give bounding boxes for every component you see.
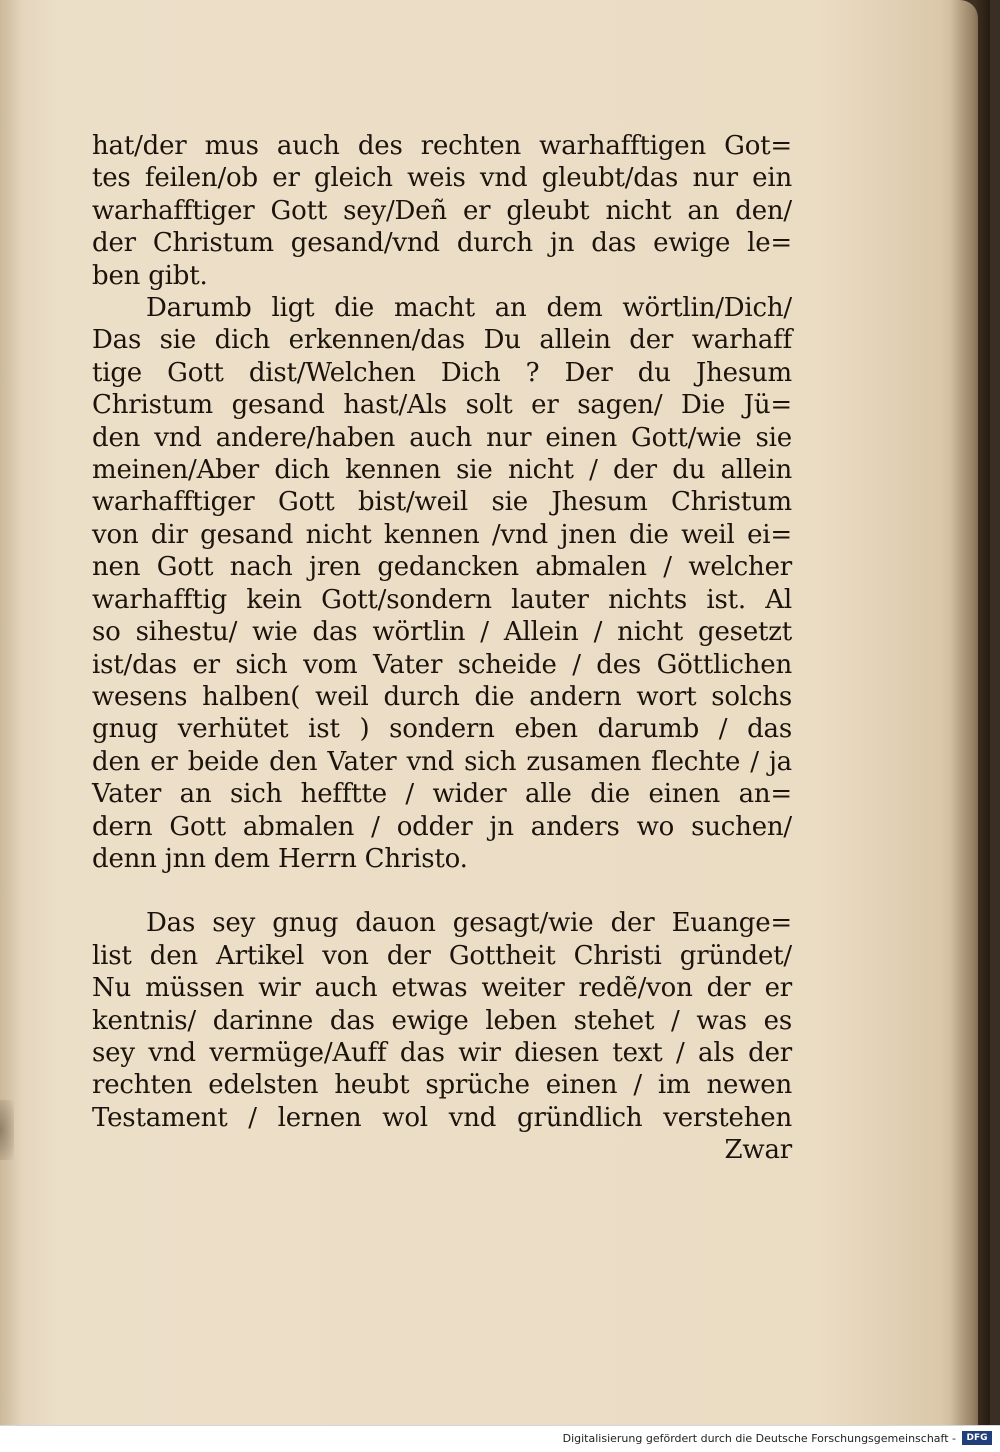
- text-line: list den Artikel von der Gottheit Christi gründet/: [92, 940, 792, 971]
- footer-credit: Digitalisierung gefördert durch die Deutsche Forschungsgemeinschaft -: [562, 1432, 956, 1445]
- footer-bar: [0, 1425, 1000, 1452]
- text-line: ist/das er sich vom Vater scheide / des Göttlichen: [92, 649, 792, 680]
- text-line: denn jnn dem Herrn Christo.: [92, 843, 468, 874]
- text-line: der Christum gesand/vnd durch jn das ewige le=: [92, 228, 792, 259]
- text-line: von dir gesand nicht kennen /vnd jnen die weil ei=: [92, 519, 792, 550]
- text-line: wesens halben( weil durch die andern wort solchs: [92, 681, 792, 712]
- text-line: warhafftig kein Gott/sondern lauter nichts ist. Al: [92, 584, 792, 615]
- text-line: nen Gott nach jren gedancken abmalen / welcher: [92, 552, 792, 583]
- text-line: Testament / lernen wol vnd gründlich verstehen: [92, 1102, 792, 1133]
- page-edge-shadow: [950, 0, 990, 1425]
- text-line: den er beide den Vater vnd sich zusamen flechte / ja: [92, 746, 792, 777]
- text-line: hat/der mus auch des rechten warhafftigen Got=: [92, 131, 792, 161]
- text-line: so sihestu/ wie das wörtlin / Allein / nicht gesetzt: [92, 617, 792, 648]
- text-line: kentnis/ darinne das ewige leben stehet / was es: [92, 1005, 792, 1036]
- text-line: Das sie dich erkennen/das Du allein der warhaff: [92, 325, 792, 356]
- text-line: meinen/Aber dich kennen sie nicht / der du allein: [92, 455, 792, 486]
- text-line: ben gibt.: [92, 260, 208, 291]
- text-line: sey vnd vermüge/Auff das wir diesen text / als der: [92, 1037, 792, 1068]
- page-stain: [0, 1100, 14, 1160]
- text-line: tes feilen/ob er gleich weis vnd gleubt/das nur ein: [92, 163, 792, 194]
- paragraph-1: [92, 130, 792, 292]
- dfg-logo-icon: DFG: [962, 1431, 992, 1445]
- text-line: rechten edelsten heubt sprüche einen / im newen: [92, 1070, 792, 1101]
- text-line: warhafftiger Gott bist/weil sie Jhesum Christum: [92, 487, 792, 518]
- text-line: warhafftiger Gott sey/Deñ er gleubt nicht an den/: [92, 195, 792, 226]
- text-line: den vnd andere/haben auch nur einen Gott/wie sie: [92, 422, 792, 453]
- paragraph-gap: [92, 875, 792, 907]
- text-line: gnug verhütet ist ) sondern eben darumb / das: [92, 714, 792, 745]
- text-line: Vater an sich hefftte / wider alle die einen an=: [92, 779, 792, 810]
- text-line: Darumb ligt die macht an dem wörtlin/Dich/: [146, 293, 792, 324]
- text-line: tige Gott dist/Welchen Dich ? Der du Jhesum: [92, 357, 792, 388]
- catchword: Zwar: [724, 1135, 792, 1166]
- text-line: Christum gesand hast/Als solt er sagen/ Die Jü=: [92, 390, 792, 421]
- text-line: dern Gott abmalen / odder jn anders wo suchen/: [92, 811, 792, 842]
- text-line: Das sey gnug dauon gesagt/wie der Euange=: [146, 908, 792, 939]
- paragraph-2: [92, 292, 792, 875]
- page-text: [92, 130, 792, 1167]
- text-line: Nu müssen wir auch etwas weiter redẽ/von der er: [92, 973, 792, 1004]
- paragraph-3: [92, 907, 792, 1134]
